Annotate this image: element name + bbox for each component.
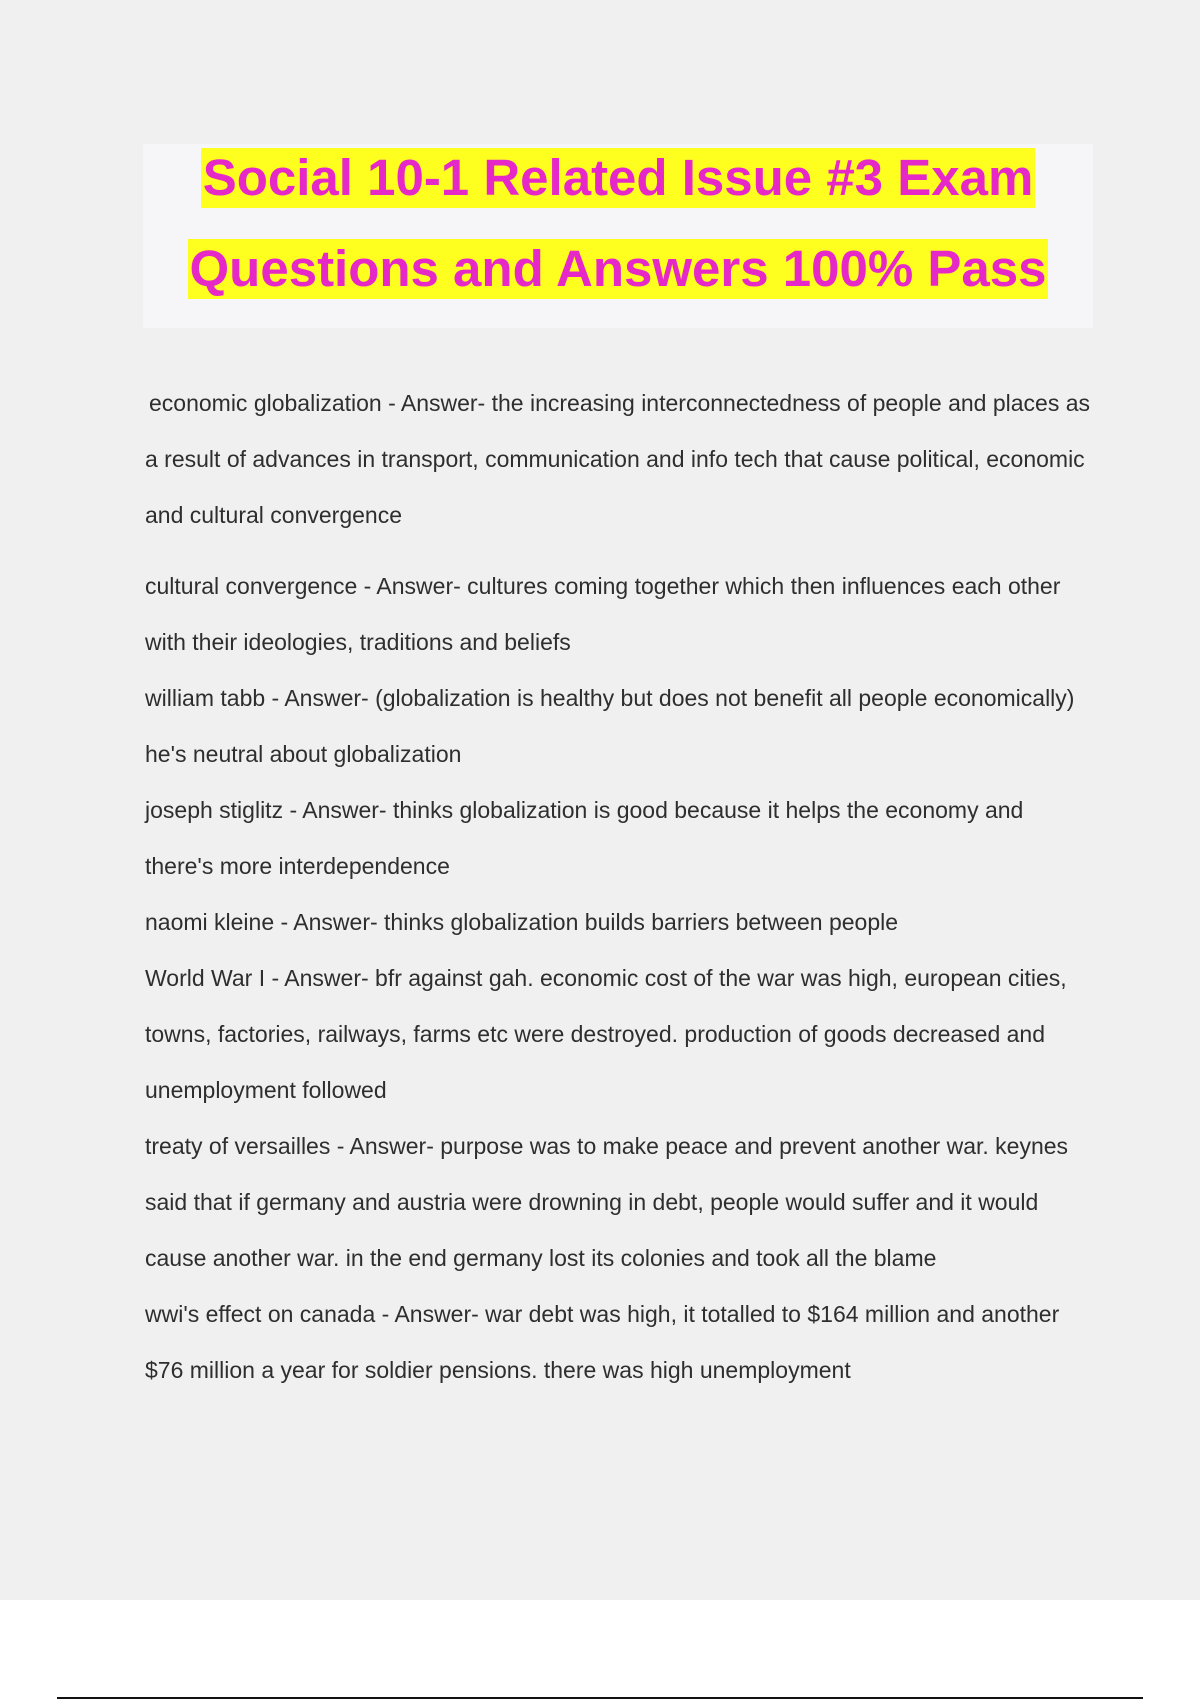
qa-entry: economic globalization - Answer- the increasing interconnectedness of people and places as a result of advances in transport, communication and info tech that cause political, economic and cultural convergence xyxy=(145,390,1091,528)
qa-entry: wwi's effect on canada - Answer- war debt was high, it totalled to $164 million and another $76 million a year for soldier pensions. there was high unemployment xyxy=(145,1301,1060,1383)
document-title xyxy=(143,144,1093,328)
title-line-2-text: Questions and Answers 100% Pass xyxy=(189,240,1047,297)
qa-entry: william tabb - Answer- (globalization is healthy but does not benefit all people economically) he's neutral about globalization xyxy=(145,685,1075,767)
qa-entry: World War I - Answer- bfr against gah. economic cost of the war was high, european cities, towns, factories, railways, farms etc were destroyed. production of goods decreased and unemployment followed xyxy=(145,965,1067,1103)
footer-divider xyxy=(57,1697,1143,1699)
qa-entry: treaty of versailles - Answer- purpose was to make peace and prevent another war. keynes said that if germany and austria were drowning in debt, people would suffer and it would cause another war. in the end germany lost its colonies and took all the blame xyxy=(145,1133,1069,1271)
title-line-1 xyxy=(143,148,1093,208)
title-line-2 xyxy=(143,239,1093,299)
qa-list xyxy=(145,375,1095,1398)
qa-entry: joseph stiglitz - Answer- thinks globalization is good because it helps the economy and there's more interdependence xyxy=(145,797,1024,879)
qa-entry: cultural convergence - Answer- cultures coming together which then influences each other with their ideologies, traditions and beliefs xyxy=(145,573,1061,655)
title-line-1-text: Social 10-1 Related Issue #3 Exam xyxy=(202,149,1034,206)
qa-entry: naomi kleine - Answer- thinks globalization builds barriers between people xyxy=(145,909,899,935)
